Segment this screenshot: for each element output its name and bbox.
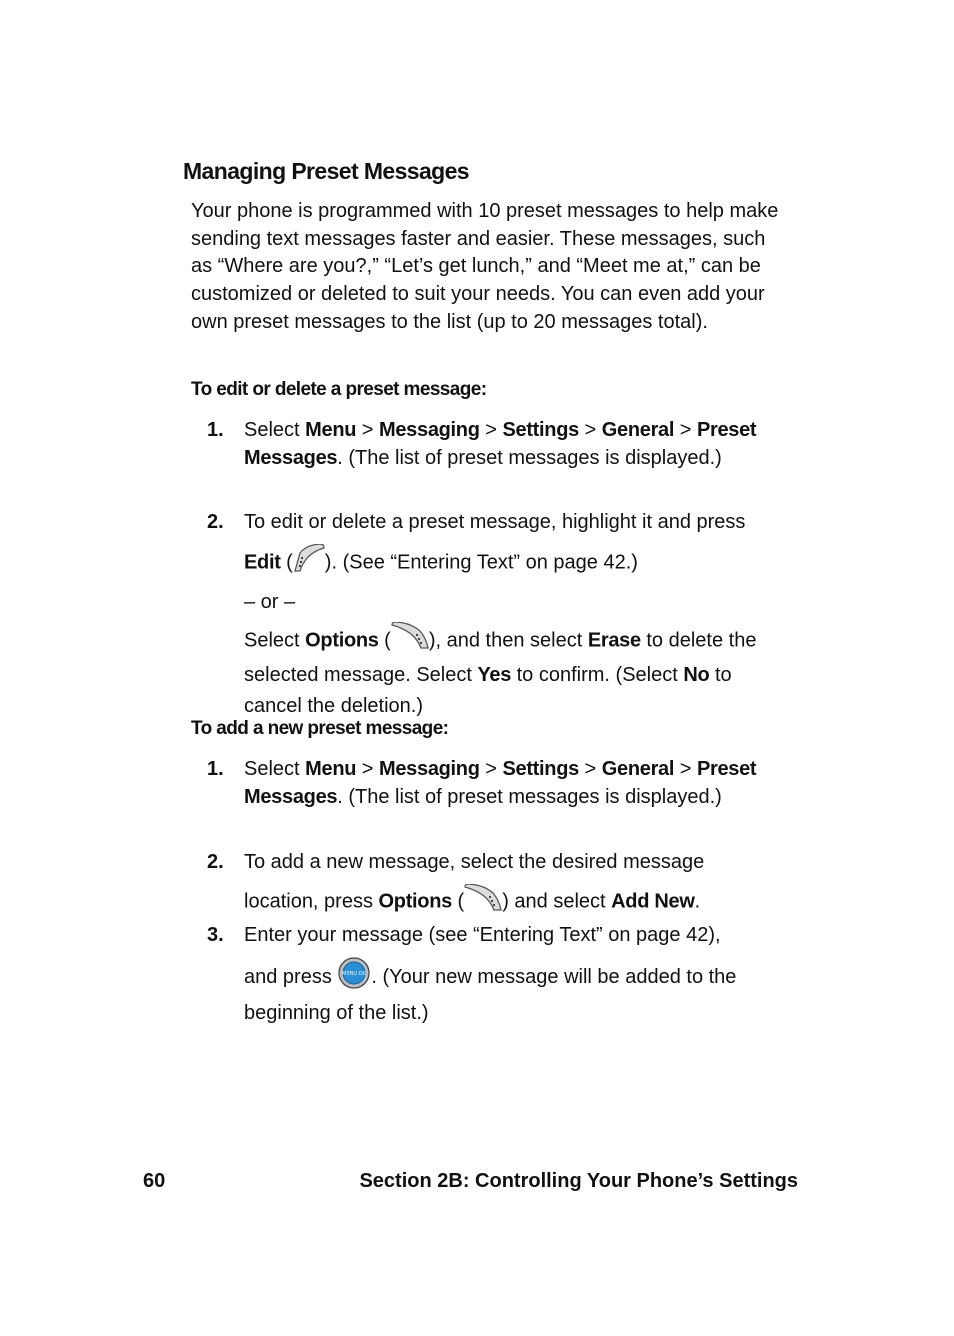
menu-term: Menu <box>305 758 357 780</box>
right-softkey-icon <box>391 622 429 660</box>
settings-term: Settings <box>502 419 579 441</box>
step-text: Select Menu > Messaging > Settings > General > Preset Messages. (The list of preset messages is displayed.) <box>244 758 757 808</box>
step-text: Enter your message (see “Entering Text” on page 42), and press MENU OK . (Your new message will be added to the beginning of the list.) <box>244 924 737 1024</box>
step-number: 2. <box>207 851 224 873</box>
menu-ok-key-label: MENU OK <box>342 971 367 977</box>
step-number: 3. <box>207 924 224 946</box>
menu-term: Menu <box>305 419 357 441</box>
edit-subheading: To edit or delete a preset message: <box>191 379 487 400</box>
section-heading: Managing Preset Messages <box>183 158 469 184</box>
step-number: 1. <box>207 758 224 780</box>
section-footer: Section 2B: Controlling Your Phone’s Settings <box>359 1170 798 1192</box>
general-term: General <box>601 758 675 780</box>
or-separator: – or – <box>244 591 296 613</box>
yes-term: Yes <box>477 664 512 686</box>
no-term: No <box>683 664 710 686</box>
edit-term: Edit <box>244 551 281 574</box>
settings-term: Settings <box>502 758 579 780</box>
step-text: To add a new message, select the desired message location, press Options ( ) and select Add New. <box>244 848 794 920</box>
step-text: To edit or delete a preset message, highlight it and press Edit ( ). (See “Entering Text” on page 42.) – or – Select Options ( ), and then select Erase to delete the selected message. Select Yes to confirm. (Select No to cancel the deletion.) <box>244 508 794 722</box>
step-number: 1. <box>207 419 224 441</box>
step-text: Select Menu > Messaging > Settings > General > Preset Messages. (The list of preset messages is displayed.) <box>244 419 757 469</box>
messaging-term: Messaging <box>378 419 480 441</box>
add-new-term: Add New <box>611 890 695 913</box>
preset-messages-term: Preset Messages <box>244 419 757 469</box>
step-number: 2. <box>207 511 224 533</box>
left-softkey-icon <box>293 544 325 582</box>
preset-messages-term: Preset Messages <box>244 758 757 808</box>
add-subheading: To add a new preset message: <box>191 718 449 739</box>
erase-term: Erase <box>587 629 641 652</box>
right-softkey-icon <box>464 884 502 920</box>
messaging-term: Messaging <box>378 758 480 780</box>
page-number: 60 <box>143 1170 166 1192</box>
menu-ok-key-icon <box>337 957 371 998</box>
options-term: Options <box>305 629 379 652</box>
general-term: General <box>601 419 675 441</box>
intro-paragraph: Your phone is programmed with 10 preset messages to help make sending text messages faster and easier. These messages, such as “Where are you?,” “Let’s get lunch,” and “Meet me at,” can be customized or deleted to suit your needs. You can even add your own preset messages to the list (up to 20 messages total). <box>191 200 779 333</box>
options-term: Options <box>378 890 452 913</box>
